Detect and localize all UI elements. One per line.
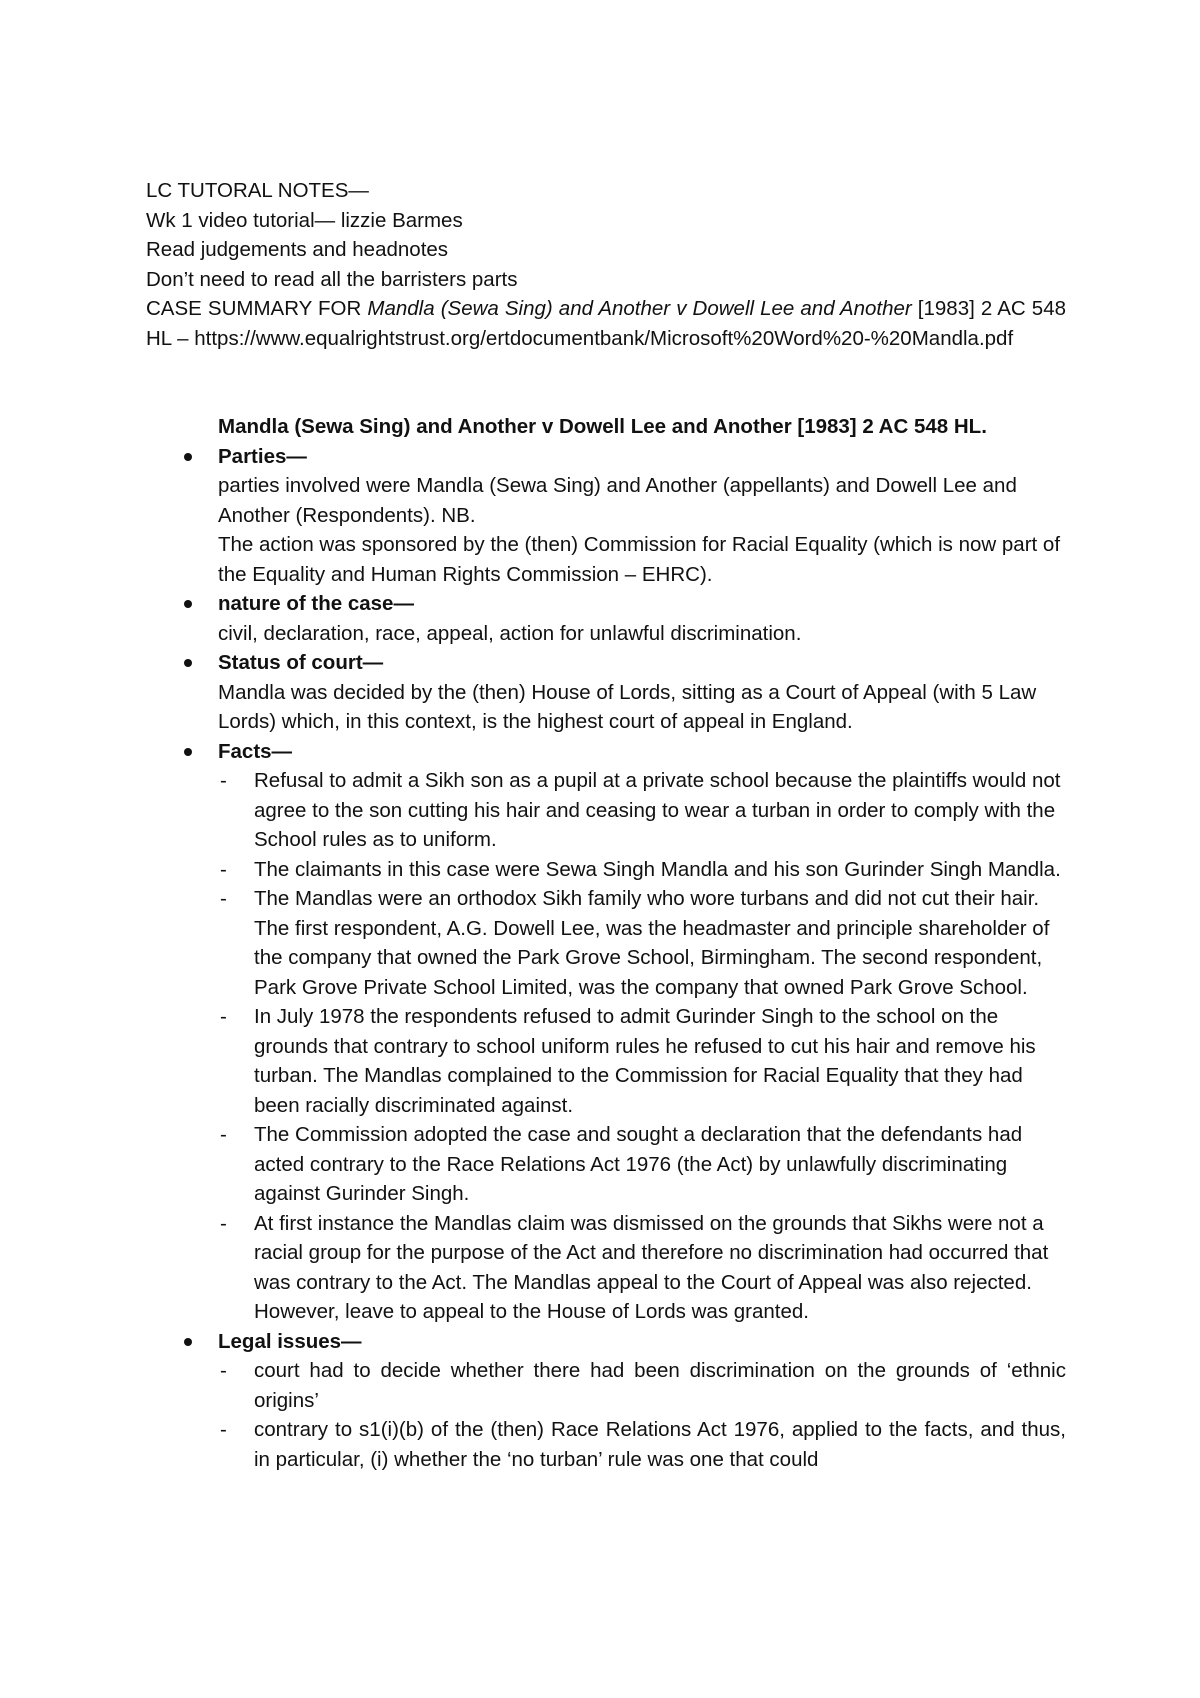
- summary-prefix: CASE SUMMARY FOR: [146, 297, 368, 320]
- notes-header: [146, 176, 1066, 353]
- legal-issues-list: [218, 1356, 1066, 1474]
- case-summary-line: [146, 294, 1066, 353]
- list-item: [218, 1209, 1066, 1327]
- list-item: [218, 855, 1066, 885]
- list-item-text: The claimants in this case were Sewa Singh Mandla and his son Gurinder Singh Mandla.: [254, 857, 1061, 881]
- bullet-icon: [184, 1338, 192, 1346]
- summary-sections: [146, 442, 1066, 1475]
- list-item: [218, 1120, 1066, 1209]
- list-item-text: The Commission adopted the case and sought a declaration that the defendants had acted contrary to the Race Relations Act 1976 (the Act) by unlawfully discriminating against Gurinder Singh.: [254, 1123, 1023, 1205]
- dash-icon: -: [220, 857, 227, 881]
- section-heading: nature of the case—: [218, 592, 414, 615]
- dash-icon: -: [220, 887, 227, 910]
- dash-icon: -: [220, 1123, 227, 1146]
- list-item: [218, 1356, 1066, 1415]
- section-text: civil, declaration, race, appeal, action for unlawful discrimination.: [218, 621, 802, 645]
- case-summary: [146, 412, 1066, 1474]
- section-facts: [146, 737, 1066, 1327]
- notes-line-barristers: Don’t need to read all the barristers parts: [146, 267, 518, 291]
- list-item-text: Refusal to admit a Sikh son as a pupil at a private school because the plaintiffs would not agree to the son cutting his hair and ceasing to wear a turban in order to comply with the School rules as to uniform.: [254, 769, 1061, 851]
- list-item: [218, 1002, 1066, 1120]
- list-item: [218, 884, 1066, 1002]
- bullet-icon: [184, 659, 192, 667]
- bullet-icon: [184, 453, 192, 461]
- list-item-text: contrary to s1(i)(b) of the (then) Race Relations Act 1976, applied to the facts, and thus, in particular, (i) whether the ‘no turban’ rule was one that could: [254, 1418, 1066, 1471]
- list-item-text: court had to decide whether there had been discrimination on the grounds of ‘ethnic origins’: [254, 1359, 1066, 1412]
- dash-icon: -: [220, 769, 227, 792]
- notes-title: LC TUTORAL NOTES—: [146, 179, 369, 202]
- summary-citation: [1983] 2 AC 548 HL –: [146, 297, 1066, 350]
- list-item: [218, 1415, 1066, 1474]
- section-text: parties involved were Mandla (Sewa Sing) and Another (appellants) and Dowell Lee and Another (Respondents). NB.: [218, 474, 1017, 527]
- list-item-text: The Mandlas were an orthodox Sikh family who wore turbans and did not cut their hair. The first respondent, A.G. Dowell Lee, was the headmaster and principle shareholder of the company that owned the Park Grove School, Birmingham. The second respondent, Park Grove Private School Limited, was the company that owned Park Grove School.: [254, 887, 1050, 999]
- section-text: The action was sponsored by the (then) Commission for Racial Equality (which is now part of the Equality and Human Rights Commission – EHRC).: [218, 533, 1061, 586]
- facts-list: [218, 766, 1066, 1327]
- dash-icon: -: [220, 1418, 227, 1441]
- section-text: Mandla was decided by the (then) House of Lords, sitting as a Court of Appeal (with 5 Law Lords) which, in this context, is the highest court of appeal in England.: [218, 680, 1037, 733]
- section-heading: Parties—: [218, 444, 307, 468]
- list-item: [218, 766, 1066, 855]
- section-nature: [146, 589, 1066, 648]
- case-title: Mandla (Sewa Sing) and Another v Dowell Lee and Another [1983] 2 AC 548 HL.: [218, 415, 987, 438]
- list-item-text: In July 1978 the respondents refused to admit Gurinder Singh to the school on the grounds that contrary to school uniform rules he refused to cut his hair and remove his turban. The Mandlas complained to the Commission for Racial Equality that they had been racially discriminated against.: [254, 1005, 1036, 1117]
- section-parties: [146, 442, 1066, 590]
- list-item-text: At first instance the Mandlas claim was dismissed on the grounds that Sikhs were not a racial group for the purpose of the Act and therefore no discrimination had occurred that was contrary to the Act. The Mandlas appeal to the Court of Appeal was also rejected. However, leave to appeal to the House of Lords was granted.: [254, 1211, 1049, 1323]
- section-status: [146, 648, 1066, 737]
- notes-line-tutorial: Wk 1 video tutorial— lizzie Barmes: [146, 208, 463, 232]
- section-heading: Facts—: [218, 739, 293, 763]
- summary-case-name: Mandla (Sewa Sing) and Another v Dowell Lee and Another: [367, 297, 912, 320]
- notes-line-read: Read judgements and headnotes: [146, 238, 449, 261]
- dash-icon: -: [220, 1005, 227, 1028]
- section-heading: Legal issues—: [218, 1329, 362, 1353]
- dash-icon: -: [220, 1359, 227, 1382]
- bullet-icon: [184, 748, 192, 756]
- summary-url-link[interactable]: https://www.equalrightstrust.org/ertdocumentbank/Microsoft%20Word%20-%20Mandla.pdf: [194, 326, 1014, 350]
- dash-icon: -: [220, 1211, 227, 1235]
- section-legal-issues: [146, 1327, 1066, 1475]
- section-heading: Status of court—: [218, 651, 384, 674]
- bullet-icon: [184, 600, 192, 608]
